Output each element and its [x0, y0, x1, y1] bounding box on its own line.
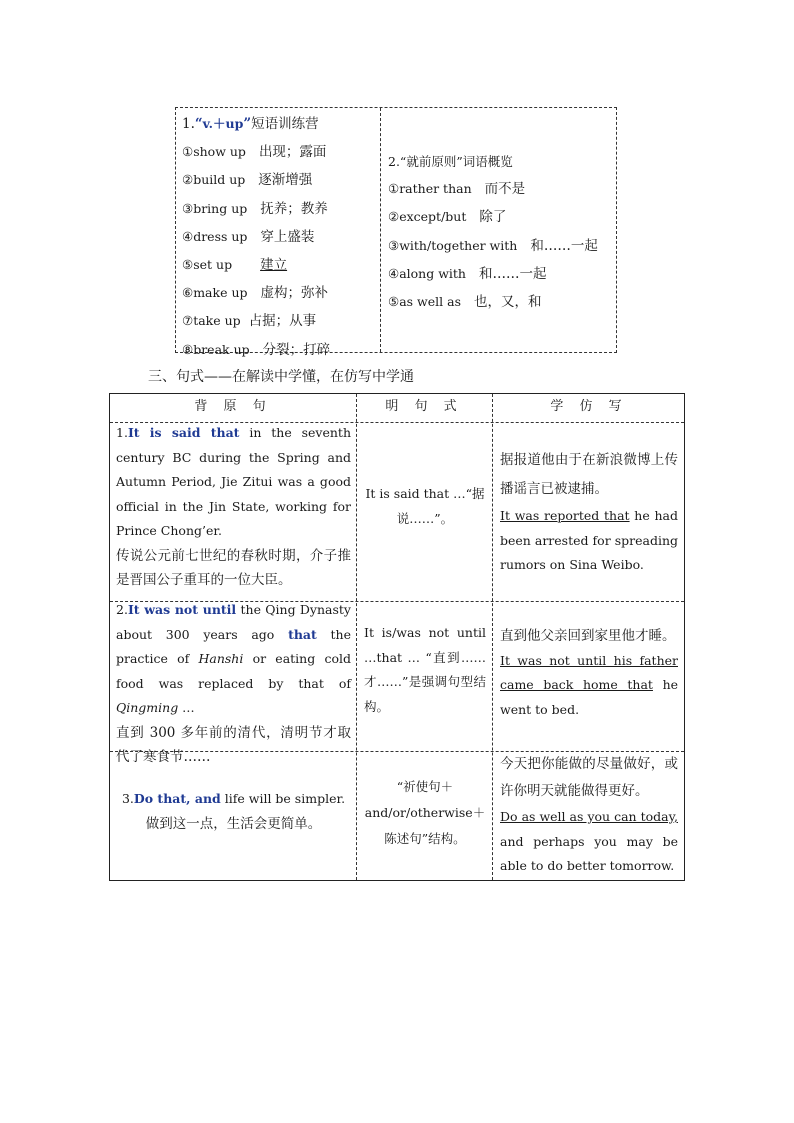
table-header: 背 原 句 [194, 399, 272, 414]
list-item: ④dress up 穿上盛装 [182, 228, 315, 245]
pattern-explanation: It is/was not until …that … “直到……才……”是强调句型结构。 [364, 625, 486, 714]
phrase-box-left [176, 108, 381, 358]
list-item: ⑤as well as 也，又，和 [388, 294, 542, 311]
phrase-box [175, 107, 617, 358]
table-header: 学 仿 写 [550, 399, 628, 414]
title-key-phrase: v.＋up [202, 116, 244, 131]
pattern-explanation: “祈使句＋and/or/otherwise＋陈述句”结构。 [364, 779, 486, 846]
section-title: 三、句式——在解读中学懂，在仿写中学通 [148, 369, 414, 385]
list-item: ②build up 逐渐增强 [182, 172, 313, 189]
list-item: ⑥make up 虚构；弥补 [182, 285, 329, 302]
list-item: ①rather than 而不是 [388, 181, 526, 198]
original-sentence: 3.Do that, and life will be simpler. 做到这一点，生活会更简单。 [121, 791, 346, 832]
answer-blank: Do as well as you can today, [500, 809, 678, 824]
original-sentence: 1.It is said that in the seventh century BC during the Spring and Autumn Period, Jie Zitui was a good official in the Jin State, working for Prince Chong’er. 传说公元前七世纪的春秋时期，介子推是晋国公子重耳的一位大臣。 [116, 425, 351, 588]
imitation-writing: 据报道他由于在新浪微博上传播谣言已被逮捕。 It was reported that he had been arrested for spreading rumors on Sina Weibo. [500, 452, 678, 572]
imitation-writing: 直到他父亲回到家里他才睡。 It was not until his father came back home that he went to bed. [500, 628, 679, 717]
column-divider [356, 394, 357, 880]
list-item: ③bring up 抚养；教养 [182, 200, 328, 217]
phrase-box-right [381, 108, 616, 352]
original-sentence: 2.It was not until the Qing Dynasty about 300 years ago that the practice of Hanshi or eating cold food was replaced by that of Qingming … 直到 300 多年前的清代，清明节才取代了寒食节…… [116, 602, 351, 765]
column-divider [492, 394, 493, 880]
phrase-box-left-title: 1.“v.＋up”短语训练营 [182, 116, 319, 132]
list-item: ⑤set up 建立 [182, 257, 288, 274]
table-header: 明 句 式 [385, 399, 463, 414]
sentence-pattern-table [109, 393, 685, 881]
list-item: ⑧break up 分裂；打碎 [182, 341, 331, 358]
list-item: ③with/together with 和……一起 [388, 237, 598, 254]
phrase-box-right-title: 2.“就前原则”词语概览 [388, 154, 513, 169]
answer-blank: It was not until his father came back home that [500, 652, 678, 692]
list-item: ④along with 和……一起 [388, 265, 547, 282]
list-item: ①show up 出现；露面 [182, 144, 327, 161]
list-item: ②except/but 除了 [388, 209, 507, 226]
pattern-explanation: It is said that …“据说……”。 [365, 486, 485, 526]
answer-blank: It was reported that [500, 508, 630, 523]
imitation-writing: 今天把你能做的尽量做好，或许你明天就能做得更好。 Do as well as you can today, and perhaps you may be able to do better tomorrow. [500, 756, 678, 873]
list-item: ⑦take up 占据；从事 [182, 313, 317, 330]
